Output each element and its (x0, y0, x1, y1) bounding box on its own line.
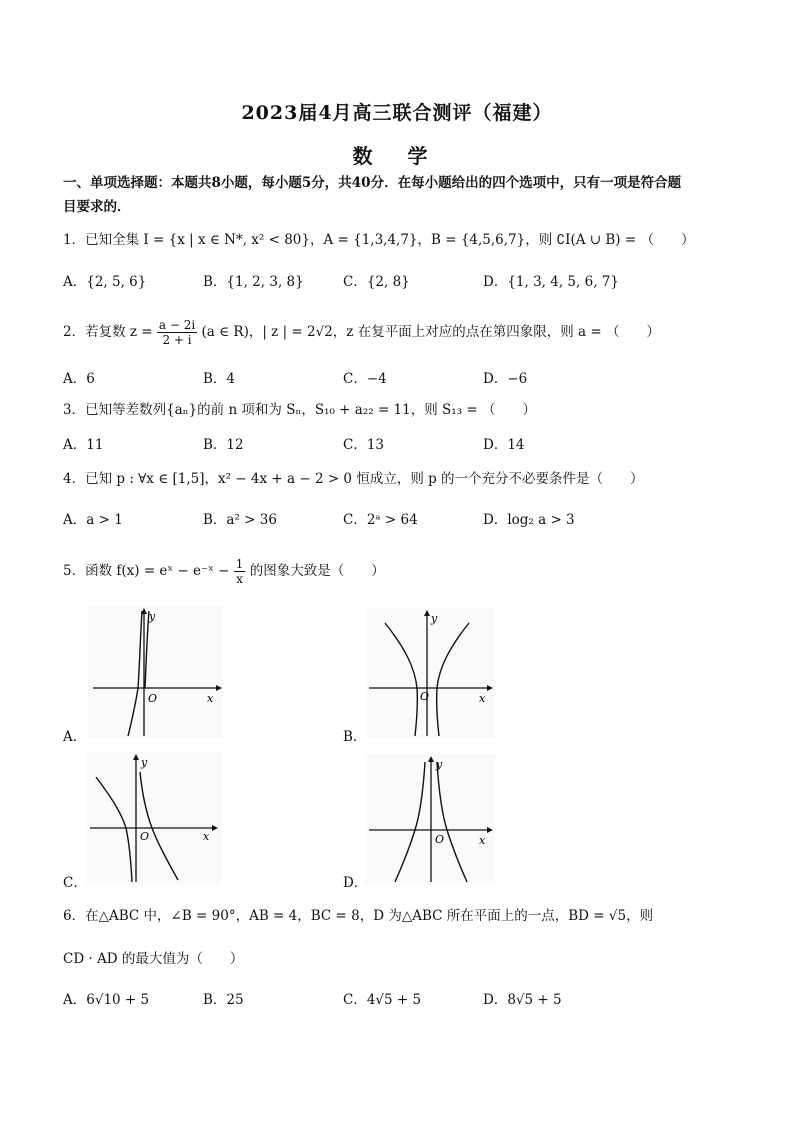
question-3-option-b: B．12 (203, 437, 244, 453)
question-5-text (63, 557, 753, 586)
question-2-option-b: B．4 (203, 371, 236, 387)
question-5-fraction-denominator: x (236, 572, 243, 586)
question-2-text-after: (a ∈ R)，| z | = 2√2，z 在复平面上对应的点在第四象限，则 a = （ ） (201, 324, 660, 340)
question-5-text-after: 的图象大致是（ ） (249, 563, 385, 579)
exam-subject: 数 学 (352, 144, 442, 168)
question-2-text (63, 318, 753, 347)
graph-a-origin-label: O (148, 692, 158, 705)
question-5-option-c: C． (63, 875, 87, 891)
graph-c-x-label: x (203, 830, 210, 843)
section-heading-line2: 目要求的． (63, 199, 131, 215)
question-3-option-d: D．14 (483, 437, 525, 453)
question-4-option-a: A．a > 1 (63, 512, 123, 528)
question-6-text-line1: 6．在△ABC 中，∠B = 90°，AB = 4，BC = 8，D 为△ABC 所在平面上的一点，BD = √5，则 (63, 908, 654, 924)
question-3-option-c: C．13 (343, 437, 385, 453)
question-5-option-b: B． (343, 729, 367, 745)
question-3-option-a: A．11 (63, 437, 104, 453)
graph-b-x-label: x (479, 692, 486, 705)
question-1-option-d: D．{1, 3, 4, 5, 6, 7} (483, 274, 619, 290)
question-5-text-before: 5．函数 f(x) = eˣ − e⁻ˣ − (63, 563, 230, 579)
graph-c-y-label: y (141, 756, 148, 769)
question-4-option-c: C．2ᵃ > 64 (343, 512, 418, 528)
question-2-option-d: D．−6 (483, 371, 528, 387)
graph-b (365, 608, 495, 738)
question-6-option-d: D．8√5 + 5 (483, 992, 562, 1008)
question-4-option-b: B．a² > 36 (203, 512, 277, 528)
question-1-option-b: B．{1, 2, 3, 8} (203, 274, 304, 290)
question-2-fraction-numerator: a − 2i (158, 318, 196, 332)
question-3-text: 3．已知等差数列{aₙ}的前 n 项和为 Sₙ，S₁₀ + a₂₂ = 11，则 S₁₃ = （ ） (63, 402, 536, 418)
graph-d-x-label: x (479, 834, 486, 847)
question-2-option-a: A．6 (63, 371, 95, 387)
question-5-option-d: D． (343, 875, 368, 891)
question-2-fraction (157, 318, 197, 347)
question-1-option-a: A．{2, 5, 6} (63, 274, 147, 290)
question-2-option-c: C．−4 (343, 371, 387, 387)
question-5-fraction-numerator: 1 (235, 557, 244, 571)
question-4-text: 4．已知 p : ∀x ∈ [1,5]，x² − 4x + a − 2 > 0 恒成立，则 p 的一个充分不必要条件是（ ） (63, 471, 644, 487)
graph-c (86, 752, 221, 884)
graph-b-origin-label: O (420, 690, 430, 703)
graph-a-y-label: y (149, 610, 156, 623)
question-6-option-a: A．6√10 + 5 (63, 992, 150, 1008)
question-1-text: 1．已知全集 I = {x | x ∈ N*, x² < 80}，A = {1,3,4,7}，B = {4,5,6,7}，则 ∁I(A ∪ B) = （ ） (63, 232, 695, 248)
question-2-fraction-denominator: 2 + i (162, 333, 192, 347)
question-5-fraction (234, 557, 246, 586)
graph-a (88, 606, 223, 738)
question-1-option-c: C．{2, 8} (343, 274, 410, 290)
exam-title: 2023届4月高三联合测评（福建） (241, 102, 553, 124)
question-6-option-c: C．4√5 + 5 (343, 992, 422, 1008)
section-heading-line1: 一、单项选择题：本题共8小题，每小题5分，共40分．在每小题给出的四个选项中，只有一项是符合题 (63, 175, 682, 191)
graph-d-y-label: y (436, 758, 443, 771)
question-6-option-b: B．25 (203, 992, 244, 1008)
graph-b-y-label: y (431, 612, 438, 625)
question-6-text-line2: CD · AD 的最大值为（ ） (63, 951, 244, 967)
question-4-option-d: D．log₂ a > 3 (483, 512, 575, 528)
graph-c-origin-label: O (140, 830, 150, 843)
question-5-option-a: A． (63, 729, 87, 745)
question-2-text-before: 2．若复数 z = (63, 324, 153, 340)
graph-a-x-label: x (207, 692, 214, 705)
graph-d-origin-label: O (435, 833, 445, 846)
graph-d (365, 754, 495, 884)
